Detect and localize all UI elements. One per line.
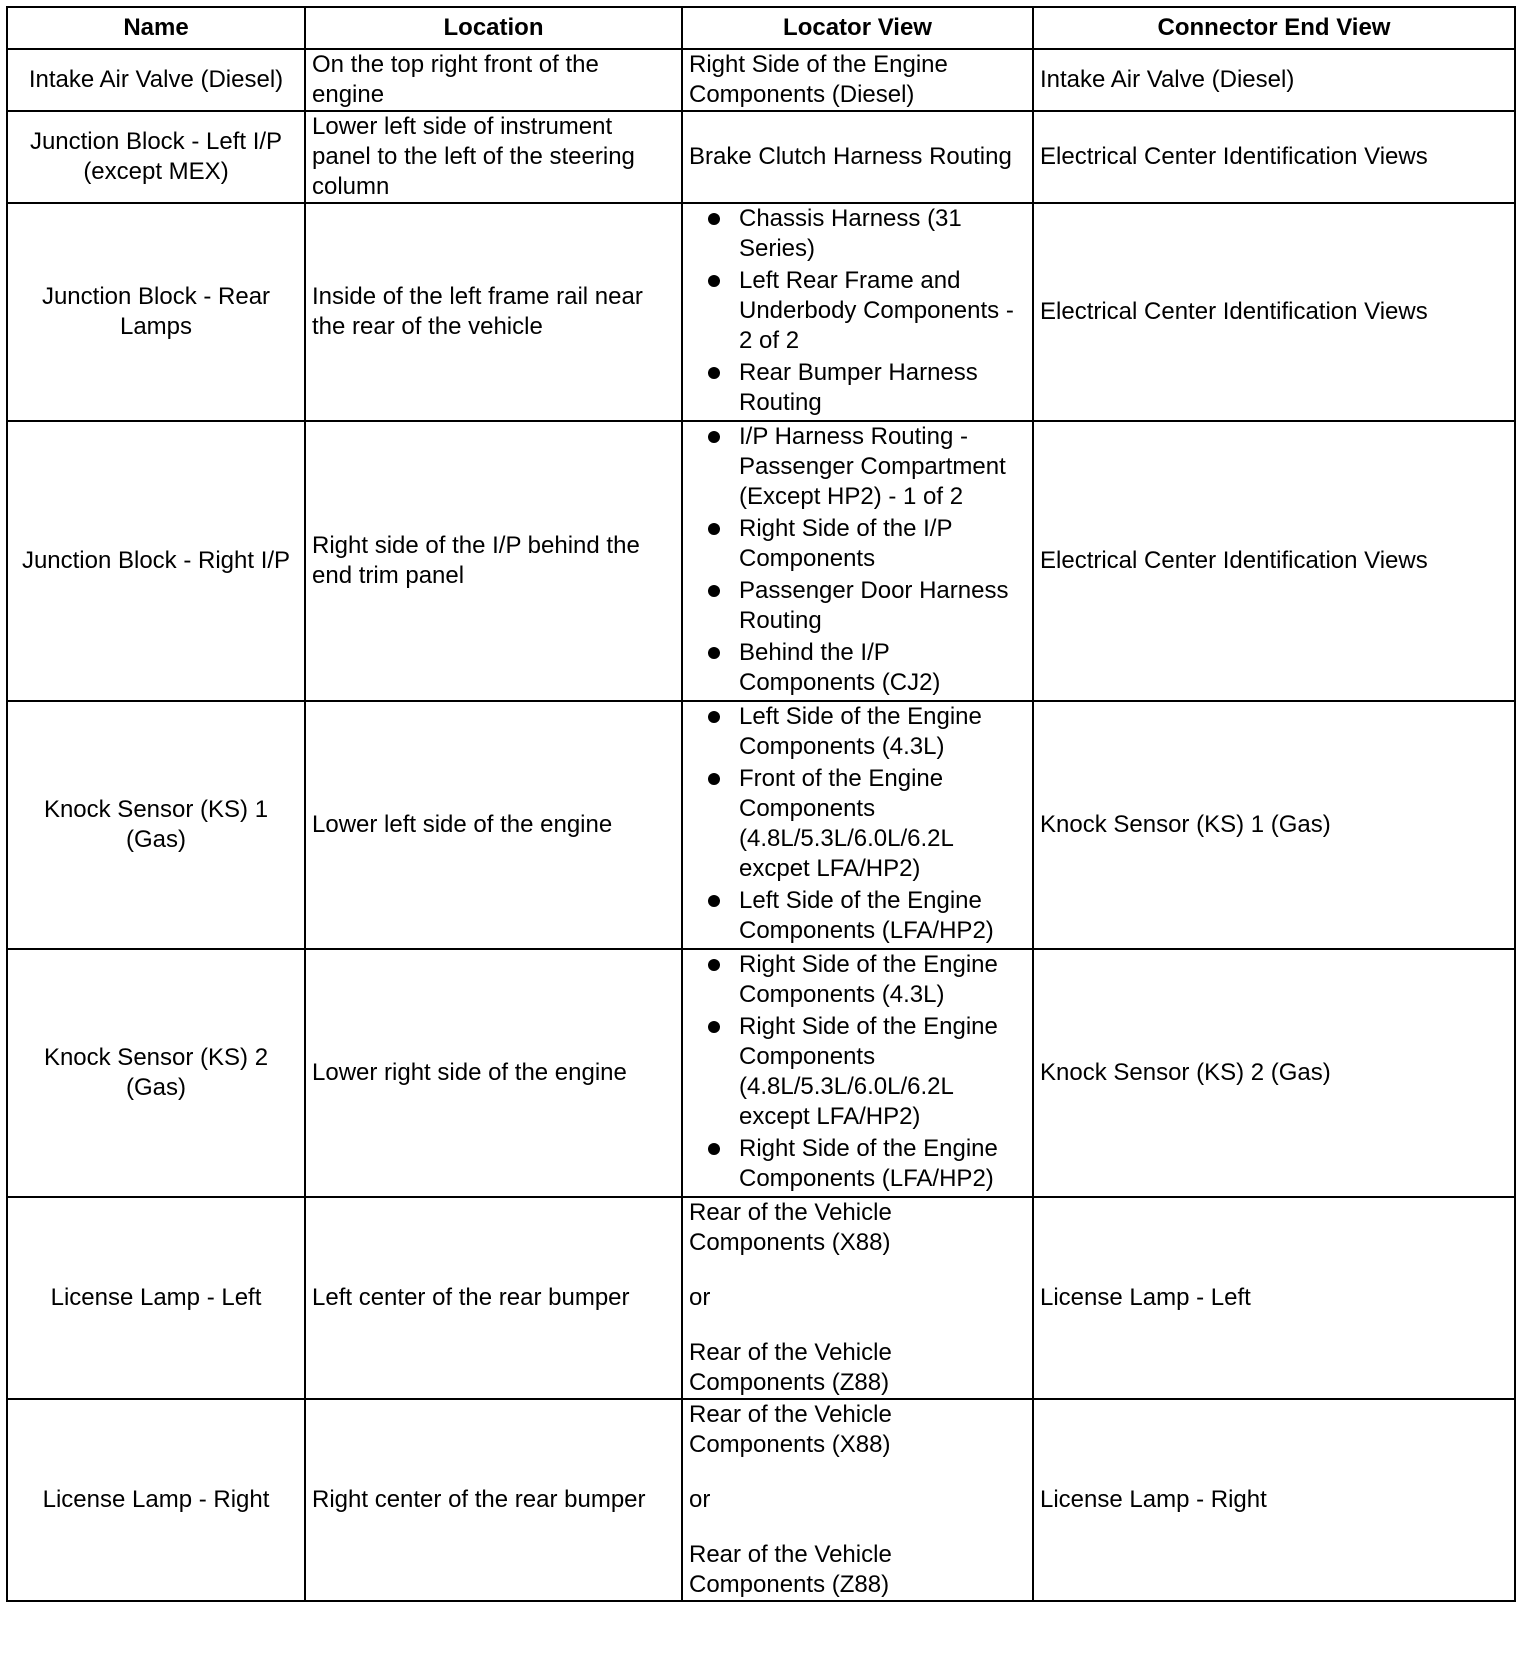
locator-view-list [689,702,1026,946]
table-row [7,701,1515,949]
locator-view-separator: or [689,1284,711,1311]
cell-location: Inside of the left frame rail near the rear of the vehicle [305,203,682,421]
list-item: Right Side of the Engine Components (LFA/HP2) [689,1134,1026,1194]
header-row [7,7,1515,49]
list-item: Left Rear Frame and Underbody Components - 2 of 2 [689,266,1026,356]
locator-view-list [689,422,1026,698]
list-item: Left Side of the Engine Components (4.3L) [689,702,1026,762]
list-item: Front of the Engine Components (4.8L/5.3L/6.0L/6.2L excpet LFA/HP2) [689,764,1026,884]
cell-name: Junction Block - Rear Lamps [7,203,305,421]
locator-view-option: Rear of the Vehicle Components (X88) [689,1401,892,1458]
cell-name: Junction Block - Right I/P [7,421,305,701]
cell-connector-end-view: License Lamp - Right [1033,1399,1515,1601]
cell-locator-view: Right Side of the Engine Components (Diesel) [682,49,1033,111]
locator-view-separator: or [689,1486,711,1513]
table-row [7,1399,1515,1601]
locator-view-list [689,204,1026,418]
list-item: I/P Harness Routing - Passenger Compartment (Except HP2) - 1 of 2 [689,422,1026,512]
locator-view-option: Rear of the Vehicle Components (Z88) [689,1339,892,1396]
locator-view-option: Rear of the Vehicle Components (Z88) [689,1541,892,1598]
list-item: Rear Bumper Harness Routing [689,358,1026,418]
cell-connector-end-view: License Lamp - Left [1033,1197,1515,1399]
cell-name: Intake Air Valve (Diesel) [7,49,305,111]
table-row [7,49,1515,111]
cell-name: Knock Sensor (KS) 1 (Gas) [7,701,305,949]
header-locator-view: Locator View [682,7,1033,49]
cell-connector-end-view: Electrical Center Identification Views [1033,203,1515,421]
cell-locator-view [682,701,1033,949]
list-item: Passenger Door Harness Routing [689,576,1026,636]
cell-locator-view [682,949,1033,1197]
cell-location: Right center of the rear bumper [305,1399,682,1601]
cell-locator-view: Brake Clutch Harness Routing [682,111,1033,203]
header-connector-end-view: Connector End View [1033,7,1515,49]
cell-locator-view [682,1197,1033,1399]
list-item: Chassis Harness (31 Series) [689,204,1026,264]
table-row [7,421,1515,701]
list-item: Right Side of the Engine Components (4.8L/5.3L/6.0L/6.2L except LFA/HP2) [689,1012,1026,1132]
cell-location: Right side of the I/P behind the end trim panel [305,421,682,701]
cell-connector-end-view: Electrical Center Identification Views [1033,421,1515,701]
cell-connector-end-view: Knock Sensor (KS) 1 (Gas) [1033,701,1515,949]
table-row [7,1197,1515,1399]
list-item: Right Side of the Engine Components (4.3L) [689,950,1026,1010]
table-row [7,949,1515,1197]
cell-name: Junction Block - Left I/P (except MEX) [7,111,305,203]
cell-location: Lower right side of the engine [305,949,682,1197]
cell-name: License Lamp - Left [7,1197,305,1399]
component-locator-table [6,6,1516,1602]
cell-location: Lower left side of the engine [305,701,682,949]
cell-locator-view [682,421,1033,701]
header-location: Location [305,7,682,49]
cell-location: On the top right front of the engine [305,49,682,111]
cell-locator-view [682,1399,1033,1601]
locator-view-list [689,950,1026,1194]
locator-view-option: Rear of the Vehicle Components (X88) [689,1199,892,1256]
cell-location: Lower left side of instrument panel to the left of the steering column [305,111,682,203]
table-row [7,111,1515,203]
cell-connector-end-view: Electrical Center Identification Views [1033,111,1515,203]
table-row [7,203,1515,421]
list-item: Right Side of the I/P Components [689,514,1026,574]
cell-locator-view [682,203,1033,421]
cell-name: License Lamp - Right [7,1399,305,1601]
list-item: Left Side of the Engine Components (LFA/HP2) [689,886,1026,946]
cell-connector-end-view: Knock Sensor (KS) 2 (Gas) [1033,949,1515,1197]
cell-location: Left center of the rear bumper [305,1197,682,1399]
header-name: Name [7,7,305,49]
list-item: Behind the I/P Components (CJ2) [689,638,1026,698]
cell-connector-end-view: Intake Air Valve (Diesel) [1033,49,1515,111]
cell-name: Knock Sensor (KS) 2 (Gas) [7,949,305,1197]
